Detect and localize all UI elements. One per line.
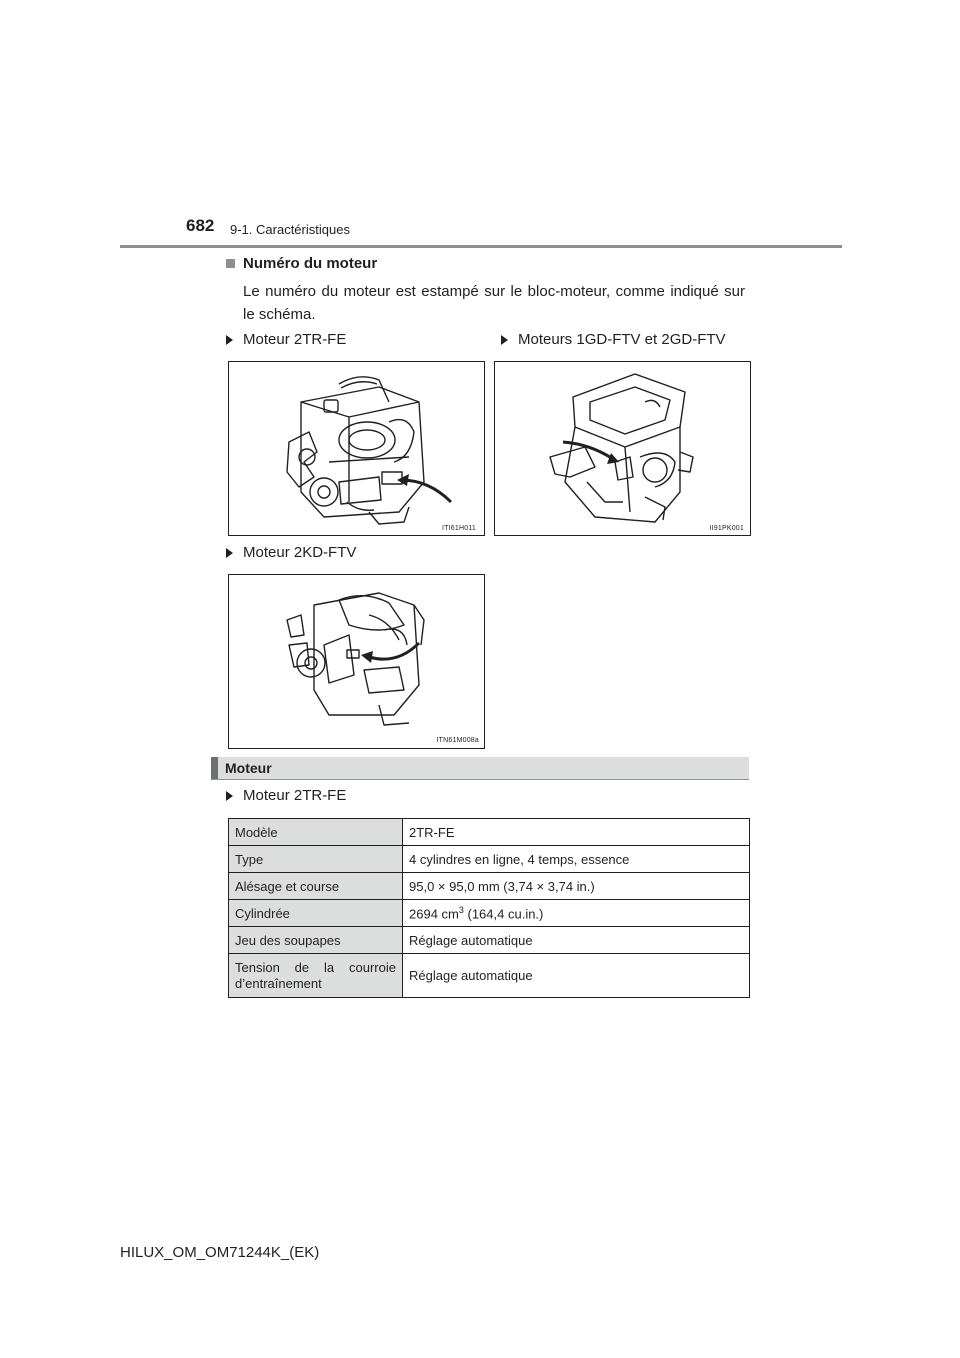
spec-key: Tension de la courroie d’entraînement xyxy=(229,954,403,998)
engine-spec-table xyxy=(228,818,750,998)
spec-value: 2TR-FE xyxy=(403,819,750,846)
section-title-text: Moteur xyxy=(225,760,272,776)
triangle-bullet-icon xyxy=(501,335,508,345)
engine-illustration xyxy=(229,575,484,748)
triangle-bullet-icon xyxy=(226,335,233,345)
figure-label-gd xyxy=(501,331,726,348)
section-title: 9-1. Caractéristiques xyxy=(230,222,350,237)
spec-value: Réglage automatique xyxy=(403,954,750,998)
square-bullet-icon xyxy=(226,259,235,268)
table-row xyxy=(229,954,750,998)
spec-key: Alésage et course xyxy=(229,873,403,900)
section-bar-rule xyxy=(211,779,749,780)
figure-code: ITN61M008a xyxy=(436,737,479,744)
figure-code: II91PK001 xyxy=(709,525,744,532)
table-row xyxy=(229,819,750,846)
figure-label-2kd xyxy=(226,544,356,561)
table-label-text: Moteur 2TR-FE xyxy=(243,787,347,804)
section-heading: Numéro du moteur xyxy=(243,255,378,272)
section-bar-accent xyxy=(211,757,218,779)
spec-key: Type xyxy=(229,846,403,873)
figure-code: ITI61H011 xyxy=(442,525,476,532)
table-row xyxy=(229,927,750,954)
engine-diagram-2tr xyxy=(228,361,485,536)
spec-value-main: 2694 cm xyxy=(409,906,459,922)
table-row xyxy=(229,873,750,900)
section-title-bar xyxy=(211,757,749,779)
spec-value-suffix: (164,4 cu.in.) xyxy=(463,906,544,922)
triangle-bullet-icon xyxy=(226,791,233,801)
header-divider xyxy=(120,245,842,248)
page-number: 682 xyxy=(186,216,215,235)
engine-diagram-gd xyxy=(494,361,751,536)
figure-label-text: Moteur 2TR-FE xyxy=(243,331,347,348)
document-code: HILUX_OM_OM71244K_(EK) xyxy=(120,1244,320,1261)
table-label-2tr xyxy=(226,787,346,804)
figure-label-2tr xyxy=(226,331,346,348)
table-row xyxy=(229,846,750,873)
spec-key: Modèle xyxy=(229,819,403,846)
triangle-bullet-icon xyxy=(226,548,233,558)
spec-key: Jeu des soupapes xyxy=(229,927,403,954)
engine-number-description: Le numéro du moteur est estampé sur le bloc-moteur, comme indiqué sur le schéma. xyxy=(243,283,745,323)
engine-diagram-2kd xyxy=(228,574,485,749)
table-row xyxy=(229,900,750,927)
spec-value-superscript: 3 xyxy=(458,904,464,915)
spec-value: 95,0 × 95,0 mm (3,74 × 3,74 in.) xyxy=(403,873,750,900)
arrow-icon xyxy=(361,651,373,663)
spec-value xyxy=(403,900,750,927)
spec-key: Cylindrée xyxy=(229,900,403,927)
engine-illustration xyxy=(495,362,750,535)
spec-value: 4 cylindres en ligne, 4 temps, essence xyxy=(403,846,750,873)
figure-label-text: Moteurs 1GD-FTV et 2GD-FTV xyxy=(518,331,726,348)
engine-illustration xyxy=(229,362,484,535)
spec-value: Réglage automatique xyxy=(403,927,750,954)
figure-label-text: Moteur 2KD-FTV xyxy=(243,544,357,561)
